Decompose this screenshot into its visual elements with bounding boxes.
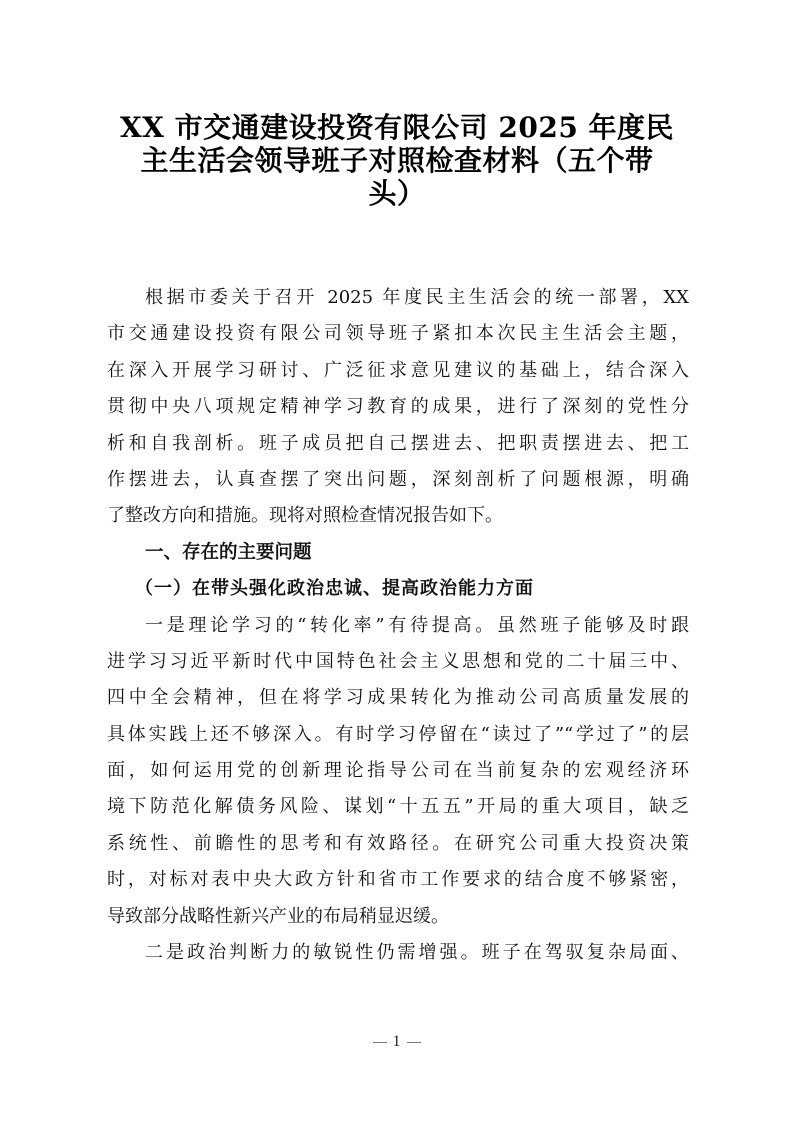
text-line: 境下防范化解债务风险、谋划“十五五”开局的重大项目，缺乏 bbox=[107, 796, 689, 818]
text-line: 时，对标对表中央大政方针和省市工作要求的结合度不够紧密， bbox=[107, 869, 689, 891]
text-line: 进学习习近平新时代中国特色社会主义思想和党的二十届三中、 bbox=[107, 650, 689, 672]
point-1-paragraph bbox=[107, 608, 689, 936]
intro-paragraph bbox=[107, 280, 689, 535]
text-line: 作摆进去，认真查摆了突出问题，深刻剖析了问题根源，明确 bbox=[107, 468, 689, 490]
title-line: 主生活会领导班子对照检查材料（五个带 bbox=[140, 144, 654, 177]
text-line: 在深入开展学习研讨、广泛征求意见建议的基础上，结合深入 bbox=[107, 359, 689, 381]
page-number: 1 bbox=[392, 1033, 401, 1050]
section-heading: 一、存在的主要问题 bbox=[145, 541, 312, 563]
text-line: 具体实践上还不够深入。有时学习停留在“读过了”“学过了”的层 bbox=[107, 723, 689, 745]
document-title bbox=[100, 111, 694, 210]
document-body bbox=[107, 280, 689, 971]
text-line: 一是理论学习的“转化率”有待提高。虽然班子能够及时跟 bbox=[145, 614, 689, 636]
text-line: 了整改方向和措施。现将对照检查情况报告如下。 bbox=[107, 505, 503, 527]
text-line: 四中全会精神，但在将学习成果转化为推动公司高质量发展的 bbox=[107, 687, 689, 709]
text-line: 二是政治判断力的敏锐性仍需增强。班子在驾驭复杂局面、 bbox=[145, 942, 689, 964]
page-footer bbox=[0, 1033, 793, 1051]
text-line: 根据市委关于召开 2025 年度民主生活会的统一部署，XX bbox=[145, 287, 689, 308]
footer-dash-right bbox=[407, 1042, 421, 1043]
text-line: 系统性、前瞻性的思考和有效路径。在研究公司重大投资决策 bbox=[107, 832, 689, 854]
text-line: 市交通建设投资有限公司领导班子紧扣本次民主生活会主题， bbox=[107, 323, 689, 345]
title-line: 头） bbox=[368, 177, 426, 210]
title-line: XX 市交通建设投资有限公司 2025 年度民 bbox=[119, 111, 675, 144]
footer-dash-left bbox=[373, 1042, 387, 1043]
text-line: 贯彻中央八项规定精神学习教育的成果，进行了深刻的党性分 bbox=[107, 396, 689, 418]
text-line: 导致部分战略性新兴产业的布局稍显迟缓。 bbox=[107, 905, 449, 927]
text-line: 析和自我剖析。班子成员把自己摆进去、把职责摆进去、把工 bbox=[107, 432, 689, 454]
point-2-paragraph bbox=[107, 935, 689, 971]
text-line: 面，如何运用党的创新理论指导公司在当前复杂的宏观经济环 bbox=[107, 760, 689, 782]
subsection-heading: （一）在带头强化政治忠诚、提高政治能力方面 bbox=[135, 578, 534, 600]
